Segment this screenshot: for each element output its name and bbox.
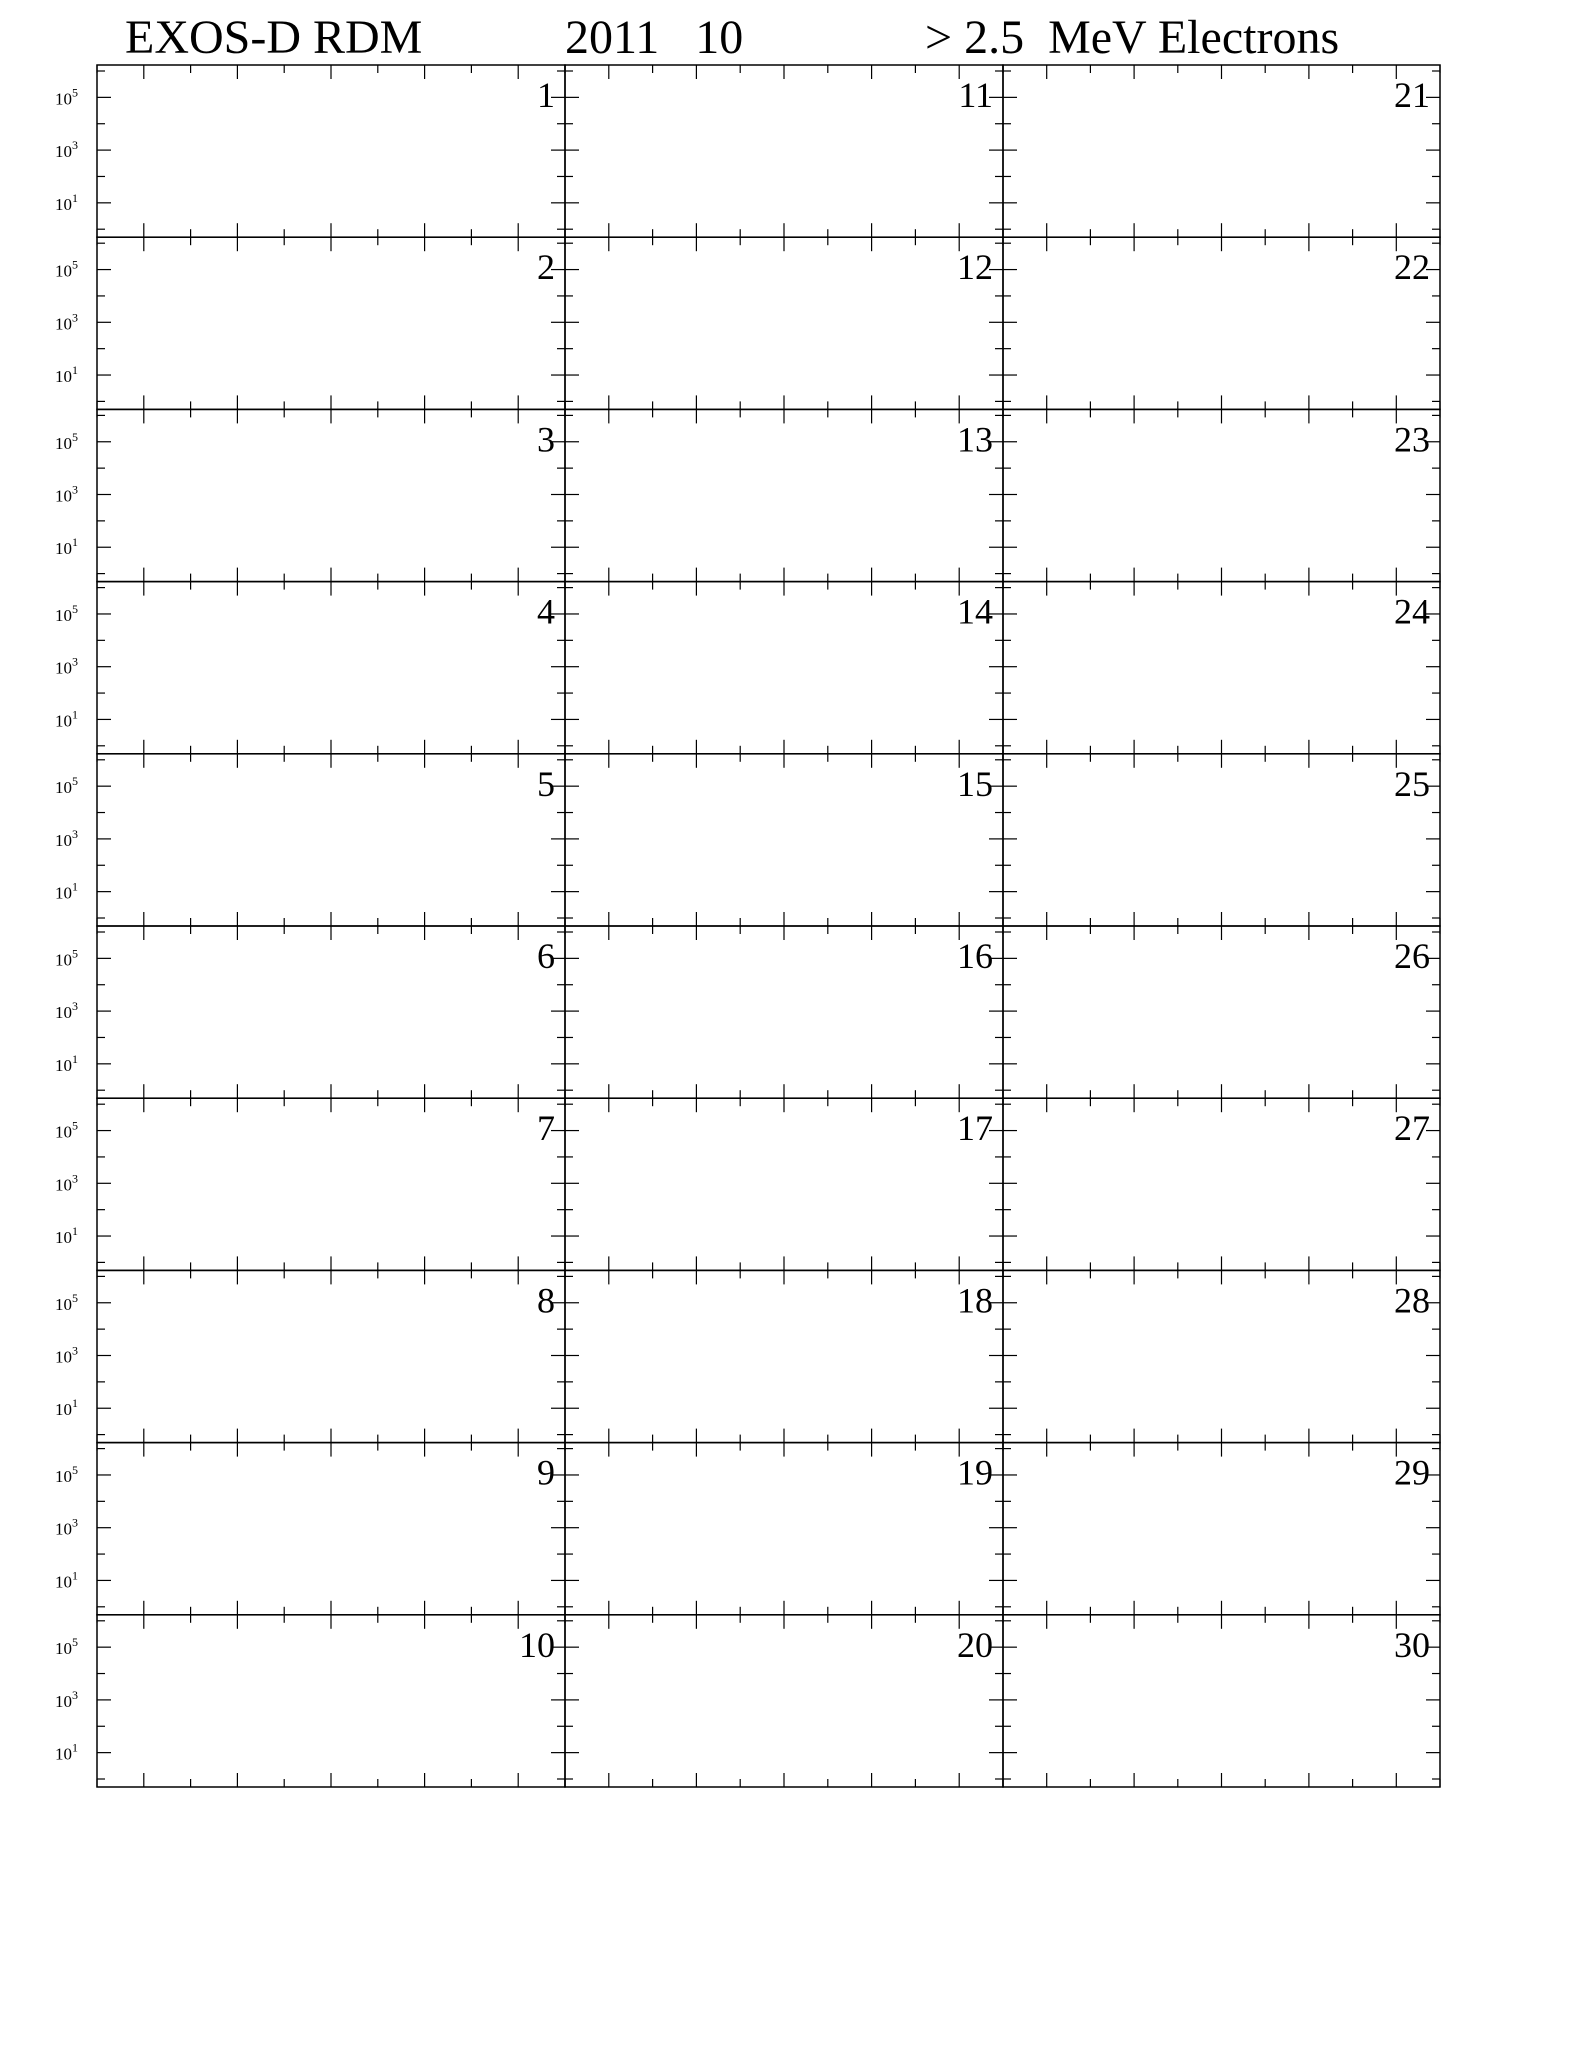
day-number-23: 23 — [1394, 419, 1430, 460]
y-tick-label: $10^3$ — [55, 1171, 78, 1195]
panel-day-11 — [565, 65, 1003, 237]
day-number-4: 4 — [537, 591, 555, 632]
y-tick-label: $10^3$ — [55, 654, 78, 678]
panel-day-4 — [97, 582, 565, 754]
y-tick-label: $10^5$ — [55, 1118, 78, 1142]
y-tick-label: $10^5$ — [55, 1290, 78, 1314]
y-tick-label: $10^1$ — [55, 363, 78, 387]
y-tick-label: $10^1$ — [55, 190, 78, 214]
panel-day-2 — [97, 237, 565, 409]
day-number-29: 29 — [1394, 1452, 1430, 1493]
panel-day-24 — [1003, 582, 1440, 754]
y-tick-label: $10^3$ — [55, 826, 78, 850]
day-number-18: 18 — [957, 1280, 993, 1321]
panel-day-12 — [565, 237, 1003, 409]
y-tick-label: $10^1$ — [55, 535, 78, 559]
y-tick-label: $10^3$ — [55, 1515, 78, 1539]
y-tick-label: $10^5$ — [55, 85, 78, 109]
day-number-10: 10 — [519, 1624, 555, 1665]
panel-day-25 — [1003, 754, 1440, 926]
panel-day-15 — [565, 754, 1003, 926]
day-number-6: 6 — [537, 936, 555, 976]
day-number-26: 26 — [1394, 936, 1430, 976]
panel-day-28 — [1003, 1270, 1440, 1442]
day-number-3: 3 — [537, 419, 555, 460]
panel-day-19 — [565, 1443, 1003, 1615]
y-tick-label: $10^1$ — [55, 1051, 78, 1075]
day-number-21: 21 — [1394, 75, 1430, 115]
panel-day-7 — [97, 1098, 565, 1270]
panel-day-16 — [565, 926, 1003, 1098]
panel-day-26 — [1003, 926, 1440, 1098]
day-number-2: 2 — [537, 247, 555, 288]
day-number-5: 5 — [537, 763, 555, 804]
y-tick-label: $10^3$ — [55, 1343, 78, 1367]
y-tick-label: $10^5$ — [55, 774, 78, 798]
panel-day-6 — [97, 926, 565, 1098]
y-tick-label: $10^3$ — [55, 482, 78, 506]
panel-day-8 — [97, 1270, 565, 1442]
panel-day-5 — [97, 754, 565, 926]
panel-day-30 — [1003, 1615, 1440, 1787]
panel-day-13 — [565, 409, 1003, 581]
panel-day-21 — [1003, 65, 1440, 237]
day-number-9: 9 — [537, 1452, 555, 1493]
panel-day-3 — [97, 409, 565, 581]
day-number-13: 13 — [957, 419, 993, 460]
y-tick-label: $10^3$ — [55, 999, 78, 1023]
day-number-17: 17 — [957, 1108, 993, 1149]
header-instrument: EXOS-D RDM — [125, 11, 423, 64]
day-number-12: 12 — [957, 247, 993, 288]
day-number-7: 7 — [537, 1108, 555, 1149]
y-tick-label: $10^5$ — [55, 429, 78, 453]
day-number-16: 16 — [957, 936, 993, 976]
y-tick-label: $10^5$ — [55, 257, 78, 281]
panel-day-22 — [1003, 237, 1440, 409]
panel-day-18 — [565, 1270, 1003, 1442]
day-number-28: 28 — [1394, 1280, 1430, 1321]
panel-day-17 — [565, 1098, 1003, 1270]
y-tick-label: $10^1$ — [55, 1740, 78, 1764]
y-tick-label: $10^1$ — [55, 1396, 78, 1420]
y-tick-label: $10^5$ — [55, 1635, 78, 1659]
day-number-14: 14 — [957, 591, 993, 632]
header-particle: > 2.5 MeV Electrons — [925, 11, 1340, 64]
y-tick-label: $10^5$ — [55, 946, 78, 970]
panel-day-27 — [1003, 1098, 1440, 1270]
day-number-22: 22 — [1394, 247, 1430, 288]
y-tick-label: $10^1$ — [55, 879, 78, 903]
y-tick-label: $10^1$ — [55, 1224, 78, 1248]
y-tick-label: $10^1$ — [55, 707, 78, 731]
y-tick-label: $10^1$ — [55, 1568, 78, 1592]
y-tick-label: $10^3$ — [55, 138, 78, 162]
day-number-20: 20 — [957, 1624, 993, 1665]
header-date: 2011 10 — [565, 11, 744, 64]
day-number-11: 11 — [958, 75, 993, 115]
day-number-27: 27 — [1394, 1108, 1430, 1149]
y-tick-label: $10^3$ — [55, 1687, 78, 1711]
y-tick-label: $10^5$ — [55, 1462, 78, 1486]
y-tick-label: $10^5$ — [55, 601, 78, 625]
day-number-25: 25 — [1394, 763, 1430, 804]
y-tick-label: $10^3$ — [55, 310, 78, 334]
panel-day-10 — [97, 1615, 565, 1787]
panel-day-20 — [565, 1615, 1003, 1787]
panel-day-23 — [1003, 409, 1440, 581]
day-number-19: 19 — [957, 1452, 993, 1493]
day-number-1: 1 — [537, 75, 555, 115]
day-number-24: 24 — [1394, 591, 1430, 632]
panel-day-1 — [97, 65, 565, 237]
day-number-15: 15 — [957, 763, 993, 804]
day-number-8: 8 — [537, 1280, 555, 1321]
day-number-30: 30 — [1394, 1624, 1430, 1665]
panel-day-14 — [565, 582, 1003, 754]
panel-day-9 — [97, 1443, 565, 1615]
panel-day-29 — [1003, 1443, 1440, 1615]
